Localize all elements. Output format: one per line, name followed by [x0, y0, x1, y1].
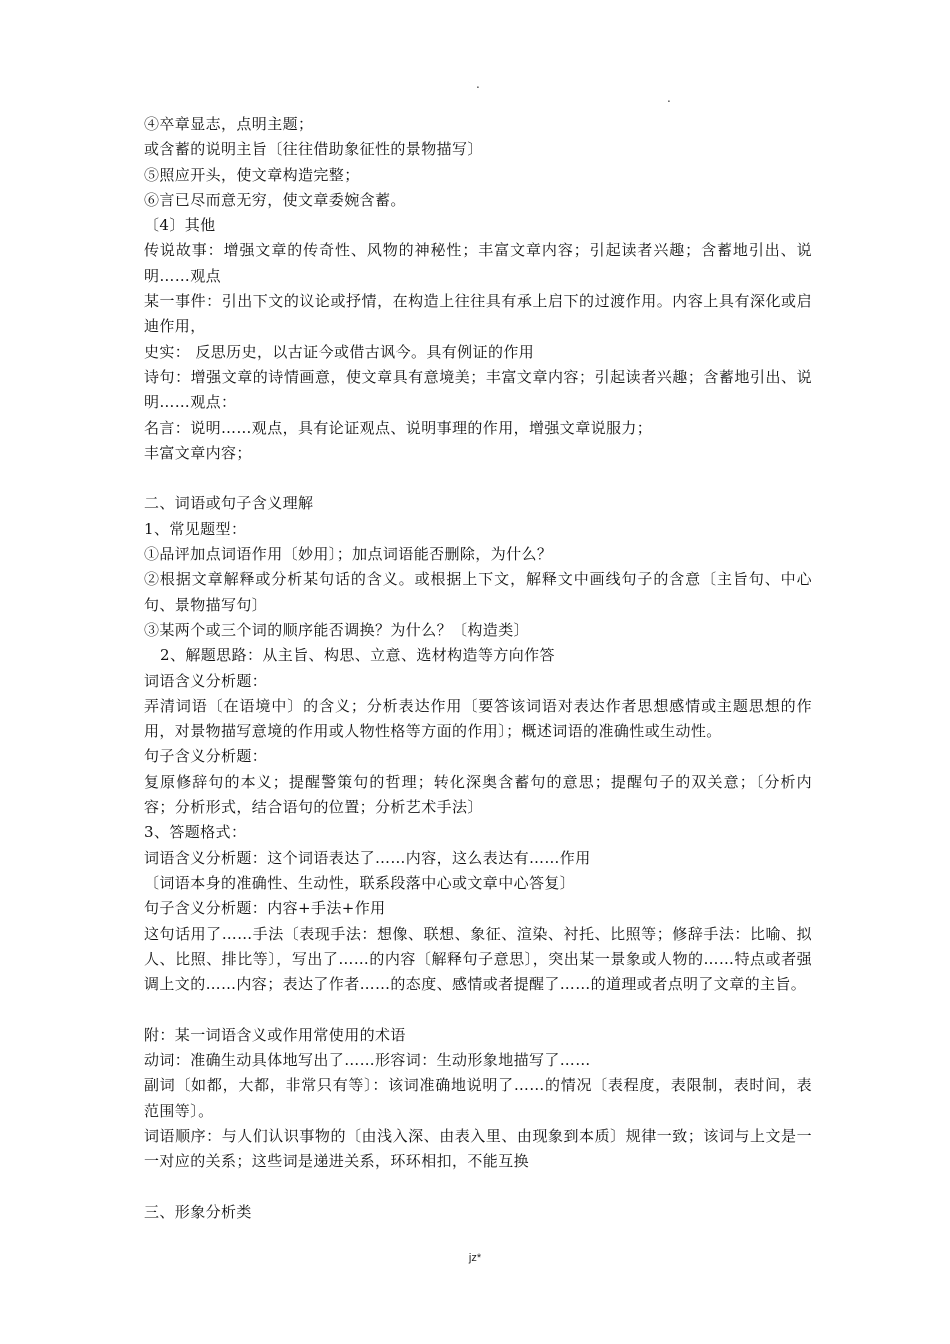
paragraph: ②根据文章解释或分析某句话的含义。或根据上下文，解释文中画线句子的含意〔主旨句、中心句、景物描写句〕	[144, 570, 812, 614]
text-line: ⑤照应开头，使文章构造完整；	[144, 165, 360, 184]
subsection-heading: 1、常见题型：	[144, 519, 247, 538]
section-heading: 二、词语或句子含义理解	[144, 494, 314, 513]
section-subheading: 〔4〕其他	[144, 216, 216, 235]
text-line: ⑥言已尽而意无穷，使文章委婉含蓄。	[144, 190, 406, 209]
text-line: 词语含义分析题：这个词语表达了……内容，这么表达有……作用	[144, 848, 591, 867]
header-dot-right: .	[667, 91, 671, 105]
text-line: ①品评加点词语作用〔妙用〕；加点词语能否删除，为什么？	[144, 545, 553, 564]
paragraph: 副词〔如都，大都，非常只有等〕：该词准确地说明了……的情况〔表程度，表限制，表时间，表范围等〕。	[144, 1076, 812, 1120]
paragraph: 词语顺序：与人们认识事物的〔由浅入深、由表入里、由现象到本质〕规律一致；该词与上文是一一对应的关系；这些词是递进关系，环环相扣，不能互换	[144, 1126, 812, 1171]
paragraph: 复原修辞句的本义；提醒警策句的哲理；转化深奥含蓄句的意思；提醒句子的双关意；〔分析内容；分析形式，结合语句的位置；分析艺术手法〕	[144, 772, 812, 817]
blank-line	[144, 1174, 812, 1199]
paragraph: 弄清词语〔在语境中〕的含义；分析表达作用〔要答该词语对表达作者思想感情或主题思想的作用，对景物描写意境的作用或人物性格等方面的作用〕；概述词语的准确性或生动性。	[144, 696, 812, 741]
header-dot-left: .	[476, 77, 480, 91]
text-line: 名言：说明……观点，具有论证观点、说明事理的作用，增强文章说服力；	[144, 418, 653, 437]
blank-line	[144, 466, 812, 491]
paragraph: 这句话用了……手法〔表现手法：想像、联想、象征、渲染、衬托、比照等；修辞手法：比喻、拟人、比照、排比等〕，写出了……的内容〔解释句子意思〕，突出某一景象或人物的……特点或者强调上文的……内容；表达了作者……的态度、感情或者提醒了……的道理或者点明了文章的主旨。	[144, 924, 812, 994]
text-line: ④卒章显志，点明主题；	[144, 115, 314, 133]
paragraph: 诗句：增强文章的诗情画意，使文章具有意境美；丰富文章内容；引起读者兴趣；含蓄地引出、说明……观点：	[144, 367, 812, 412]
text-line: ③某两个或三个词的顺序能否调换？为什么？〔构造类〕	[144, 620, 530, 639]
page-footer: jz*	[468, 1252, 482, 1264]
subsection-heading: 3、答题格式：	[144, 823, 247, 842]
text-line: 或含蓄的说明主旨〔往往借助象征性的景物描写〕	[144, 140, 483, 159]
text-line: 句子含义分析题：内容+手法+作用	[144, 899, 386, 918]
text-line: 词语含义分析题：	[144, 671, 268, 690]
text-line: 丰富文章内容；	[144, 443, 252, 462]
text-line: 句子含义分析题：	[144, 747, 268, 766]
section-heading: 三、形象分析类	[144, 1202, 252, 1221]
text-line: 动词：准确生动具体地写出了……形容词：生动形象地描写了……	[144, 1050, 591, 1069]
subsection-heading: 2、解题思路：从主旨、构思、立意、选材构造等方向作答	[160, 646, 555, 665]
document-body	[144, 112, 812, 1225]
text-line: 史实： 反思历史，以古证今或借古讽今。具有例证的作用	[144, 342, 535, 361]
text-line: 〔词语本身的准确性、生动性，联系段落中心或文章中心答复〕	[144, 873, 576, 892]
paragraph: 某一事件：引出下文的议论或抒情，在构造上往往具有承上启下的过渡作用。内容上具有深化或启迪作用，	[144, 292, 812, 336]
text-line: 附：某一词语含义或作用常使用的术语	[144, 1025, 406, 1044]
paragraph: 传说故事：增强文章的传奇性、风物的神秘性；丰富文章内容；引起读者兴趣；含蓄地引出、说明……观点	[144, 241, 812, 285]
